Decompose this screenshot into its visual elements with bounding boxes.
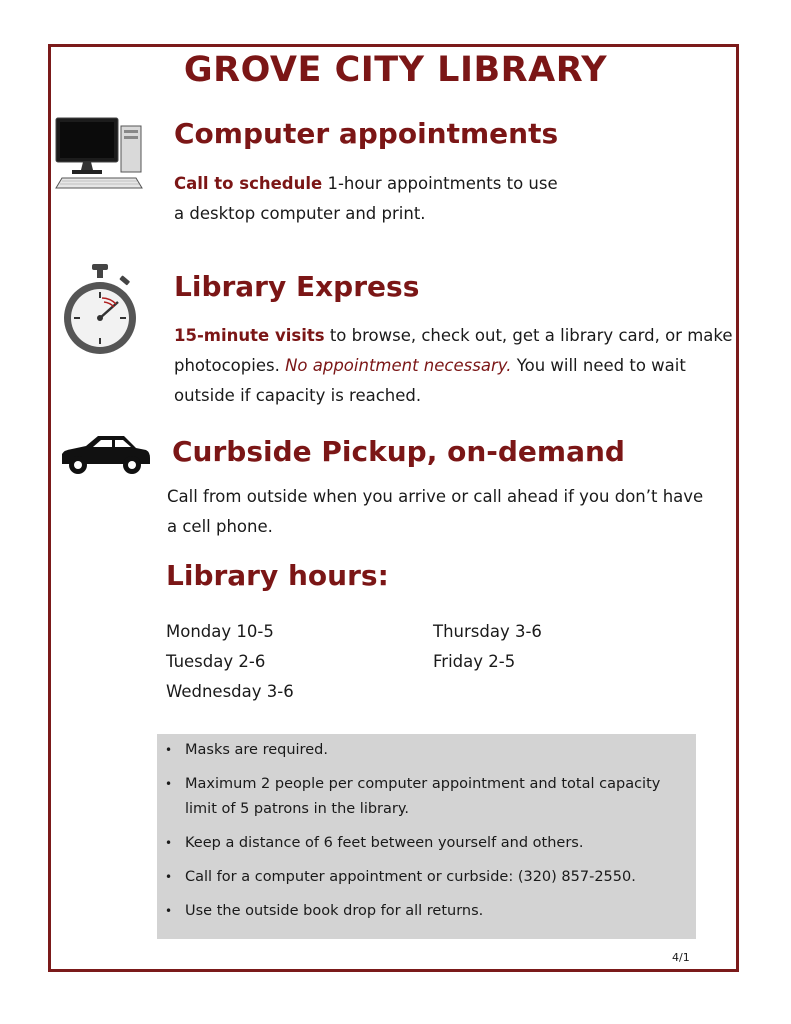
bullet-marker: • [165, 743, 173, 757]
note-text: Keep a distance of 6 feet between yourself and others. [185, 835, 584, 851]
bullet-marker: • [165, 904, 173, 918]
section-text-curbside [167, 482, 727, 542]
section-text-express [174, 321, 734, 411]
computer-text-line1: 1-hour appointments to use [322, 174, 558, 193]
express-lead: 15-minute visits [174, 326, 325, 345]
page-title: GROVE CITY LIBRARY [183, 50, 608, 90]
bullet-marker: • [165, 777, 173, 791]
section-heading-curbside: Curbside Pickup, on-demand [172, 435, 625, 468]
note-text: Call for a computer appointment or curbside: (320) 857-2550. [185, 869, 636, 885]
bullet-marker: • [165, 836, 173, 850]
hours-wednesday: Wednesday 3-6 [166, 682, 294, 701]
note-text: Maximum 2 people per computer appointment and total capacity limit of 5 patrons in the library. [185, 776, 661, 817]
note-item [165, 831, 672, 856]
curbside-text-line2: a cell phone. [167, 517, 273, 536]
note-text: Use the outside book drop for all returns. [185, 903, 484, 919]
note-item [165, 865, 672, 890]
hours-heading: Library hours: [166, 559, 389, 592]
stopwatch-icon [60, 262, 140, 358]
section-heading-express: Library Express [174, 270, 420, 303]
note-item [165, 772, 672, 822]
express-text-line2b: You will need to wait [511, 356, 686, 375]
express-text-line3: outside if capacity is reached. [174, 386, 422, 405]
hours-tuesday: Tuesday 2-6 [166, 652, 266, 671]
express-text-line2a: photocopies. [174, 356, 286, 375]
computer-text-line2: a desktop computer and print. [174, 204, 426, 223]
notes-box [157, 734, 696, 939]
hours-left-column [166, 617, 294, 707]
section-heading-computer: Computer appointments [174, 117, 559, 150]
desktop-computer-icon [54, 116, 146, 190]
note-text: Masks are required. [185, 742, 328, 758]
hours-friday: Friday 2-5 [433, 652, 516, 671]
note-item [165, 738, 672, 763]
express-emphasis: No appointment necessary. [285, 356, 512, 375]
computer-lead: Call to schedule [174, 174, 323, 193]
express-text-line1: to browse, check out, get a library card, or make [324, 326, 733, 345]
car-icon [58, 432, 152, 476]
curbside-text-line1: Call from outside when you arrive or call ahead if you don’t have [167, 487, 704, 506]
page-number: 4/1 [672, 951, 690, 964]
bullet-marker: • [165, 870, 173, 884]
hours-monday: Monday 10-5 [166, 622, 274, 641]
section-text-computer [174, 169, 714, 229]
hours-thursday: Thursday 3-6 [433, 622, 542, 641]
note-item [165, 899, 672, 924]
hours-right-column [433, 617, 542, 677]
notes-list [165, 738, 672, 924]
